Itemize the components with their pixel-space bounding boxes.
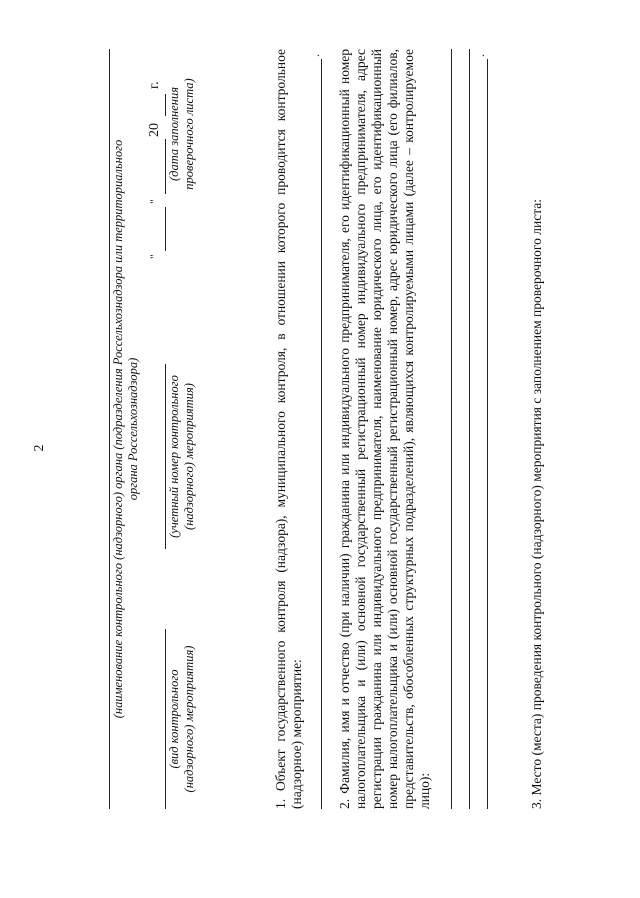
date-quote-open: " bbox=[147, 254, 161, 259]
date-year-suffix: г. bbox=[147, 81, 162, 89]
person-line-end-mark: . bbox=[473, 54, 487, 57]
event-type-line bbox=[165, 629, 166, 809]
date-month-line bbox=[165, 139, 166, 194]
date-year-prefix: 20 bbox=[147, 123, 162, 137]
object-fill-line bbox=[321, 59, 322, 809]
date-day-line bbox=[165, 207, 166, 251]
registration-number-line bbox=[165, 364, 166, 549]
object-line-end-mark: . bbox=[308, 54, 322, 57]
person-fill-line-3 bbox=[487, 59, 488, 809]
place-paragraph: 3. Место (места) проведения контрольного (надзорного) мероприятия с заполнением проверочного листа: bbox=[529, 198, 544, 809]
org-name-caption bbox=[111, 49, 141, 809]
org-caption-line1: (наименование контрольного (надзорного) органа (подразделения Россельхознадзора или территориального bbox=[111, 139, 125, 719]
date-quote-close: " bbox=[147, 199, 161, 204]
date-caption: (дата заполнения проверочного листа) bbox=[167, 78, 196, 190]
form-content bbox=[103, 49, 553, 849]
page-number: 2 bbox=[32, 444, 47, 452]
date-year-line bbox=[165, 94, 166, 116]
org-name-line bbox=[109, 49, 110, 809]
event-type-caption: (вид контрольного (надзорного) мероприятия) bbox=[167, 645, 196, 793]
registration-number-caption: (учетный номер контрольного (надзорного) мероприятия) bbox=[167, 375, 196, 538]
person-fill-line-2 bbox=[469, 49, 470, 809]
person-paragraph: 2. Фамилия, имя и отчество (при наличии) гражданина или индивидуального предпринимателя, его идентификационный номер налогоплательщика и (или) основной государственный регистрационный номер индивидуального предпринимателя, адрес регистрации гражданина или индивидуального предпринимателя, наименование юридического лица, его идентификационный номер налогоплательщика и (или) основной государственный регистрационный номер, адрес юридического лица (его филиалов, представительств, обособленных структурных подразделений), являющихся контролируемыми лицами (далее – контролируемое лицо): bbox=[337, 49, 432, 809]
object-paragraph: 1. Объект государственного контроля (надзора), муниципального контроля, в отношении которого проводится контрольное (надзорное) мероприятие: bbox=[273, 49, 304, 809]
org-caption-line2: органа Россельхознадзора) bbox=[126, 357, 140, 501]
person-fill-line-1 bbox=[451, 49, 452, 809]
